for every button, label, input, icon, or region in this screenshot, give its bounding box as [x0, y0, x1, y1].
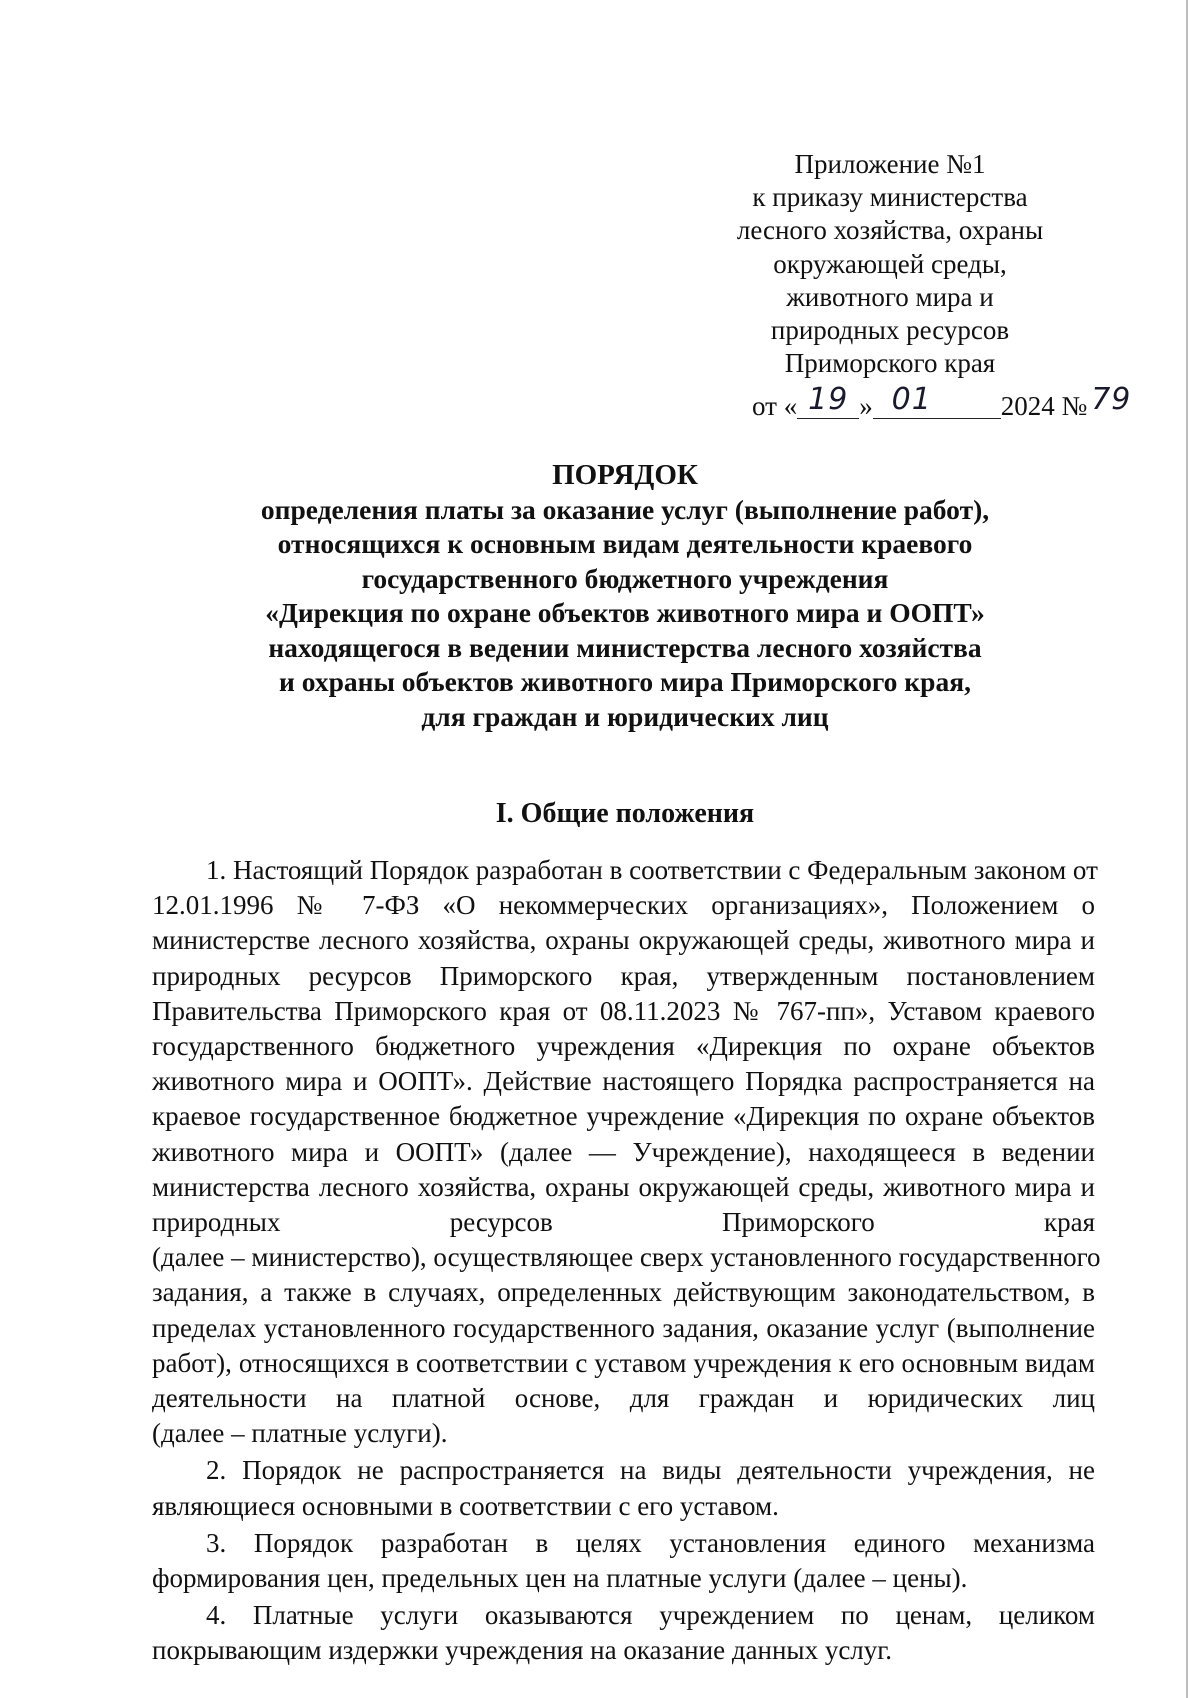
- text-line: краевое государственное бюджетное учреждение «Дирекция по охране объектов: [152, 1101, 1095, 1132]
- order-year-number: 2024 №: [1000, 391, 1088, 421]
- text-line: пределах установленного государственного задания, оказание услуг (выполнение: [152, 1312, 1095, 1343]
- appendix-line: Приложение №1: [794, 149, 986, 179]
- text-line: деятельности на платной основе, для граждан и юридических лиц: [152, 1383, 1095, 1414]
- appendix-block: [720, 148, 1060, 380]
- handwritten-number: 79: [1091, 382, 1132, 417]
- text-line: 12.01.1996 № 7-ФЗ «О некоммерческих организациях», Положением о: [152, 890, 1095, 921]
- text-line: 1. Настоящий Порядок разработан в соответствии с Федеральным законом от: [206, 855, 1098, 885]
- title-line: находящегося в ведении министерства лесного хозяйства: [268, 631, 982, 663]
- text-line: животного мира и ООПТ». Действие настоящего Порядка распространяется на: [152, 1066, 1095, 1097]
- text-line: задания, а также в случаях, определенных действующим законодательством, в: [152, 1277, 1095, 1308]
- document-body: [152, 853, 1101, 1671]
- title-line: относящихся к основным видам деятельности краевого: [277, 528, 973, 559]
- paragraph-4: [152, 1598, 1095, 1668]
- section-heading: I. Общие положения: [495, 798, 755, 829]
- text-line: являющиеся основными в соответствии с его уставом.: [152, 1490, 779, 1521]
- appendix-line: к приказу министерства: [752, 182, 1028, 213]
- text-line: 3. Порядок разработан в целях установления единого механизма: [206, 1527, 1095, 1558]
- text-line: природных ресурсов Приморского края, утвержденным постановлением: [152, 960, 1095, 991]
- appendix-line: Приморского края: [784, 348, 996, 379]
- text-line: покрывающим издержки учреждения на оказание данных услуг.: [152, 1635, 893, 1666]
- appendix-line: лесного хозяйства, охраны: [736, 215, 1044, 246]
- appendix-line: природных ресурсов: [770, 315, 1010, 346]
- month-blank: [873, 382, 1001, 419]
- handwritten-month: 01: [891, 382, 932, 417]
- order-date-number: [752, 382, 1132, 424]
- title-line: определения платы за оказание услуг (выполнение работ),: [260, 493, 990, 525]
- text-line: 4. Платные услуги оказываются учреждением по ценам, целиком: [206, 1600, 1095, 1631]
- text-line: министерства лесного хозяйства, охраны окружающей среды, животного мира и: [152, 1171, 1095, 1202]
- title-line: для граждан и юридических лиц: [421, 700, 829, 732]
- text-line: (далее – платные услуги).: [152, 1418, 448, 1449]
- title-heading: ПОРЯДОК: [552, 459, 698, 491]
- text-line: государственного бюджетного учреждения «Дирекция по охране объектов: [152, 1031, 1095, 1062]
- text-line: министерстве лесного хозяйства, охраны окружающей среды, животного мира и: [152, 925, 1095, 956]
- paragraph-3: [152, 1526, 1095, 1596]
- text-line: 2. Порядок не распространяется на виды деятельности учреждения, не: [206, 1455, 1095, 1486]
- text-line: Правительства Приморского края от 08.11.2023 № 767-пп», Уставом краевого: [152, 995, 1095, 1026]
- order-prefix: от «: [752, 391, 798, 421]
- day-blank: [797, 382, 859, 419]
- scan-edge-line: [1186, 0, 1188, 1698]
- paragraph-2: [152, 1453, 1095, 1523]
- text-line: природных ресурсов Приморского края: [152, 1207, 1095, 1238]
- title-line: и охраны объектов животного мира Приморского края,: [279, 666, 971, 697]
- appendix-line: животного мира и: [786, 281, 994, 312]
- text-line: формирования цен, предельных цен на платные услуги (далее – цены).: [152, 1563, 968, 1594]
- order-quote-close: »: [859, 391, 873, 421]
- text-line: животного мира и ООПТ» (далее — Учреждение), находящееся в ведении: [152, 1136, 1095, 1167]
- text-line: работ), относящихся в соответствии с уставом учреждения к его основным видам: [152, 1347, 1095, 1378]
- handwritten-day: 19: [808, 382, 849, 417]
- text-line: (далее – министерство), осуществляющее сверх установленного государственного: [152, 1242, 1101, 1273]
- appendix-line: окружающей среды,: [773, 248, 1007, 279]
- paragraph-1: [152, 853, 1101, 1451]
- document-title: [150, 458, 1100, 734]
- title-line: государственного бюджетного учреждения: [361, 562, 889, 594]
- title-line: «Дирекция по охране объектов животного мира и ООПТ»: [265, 597, 985, 628]
